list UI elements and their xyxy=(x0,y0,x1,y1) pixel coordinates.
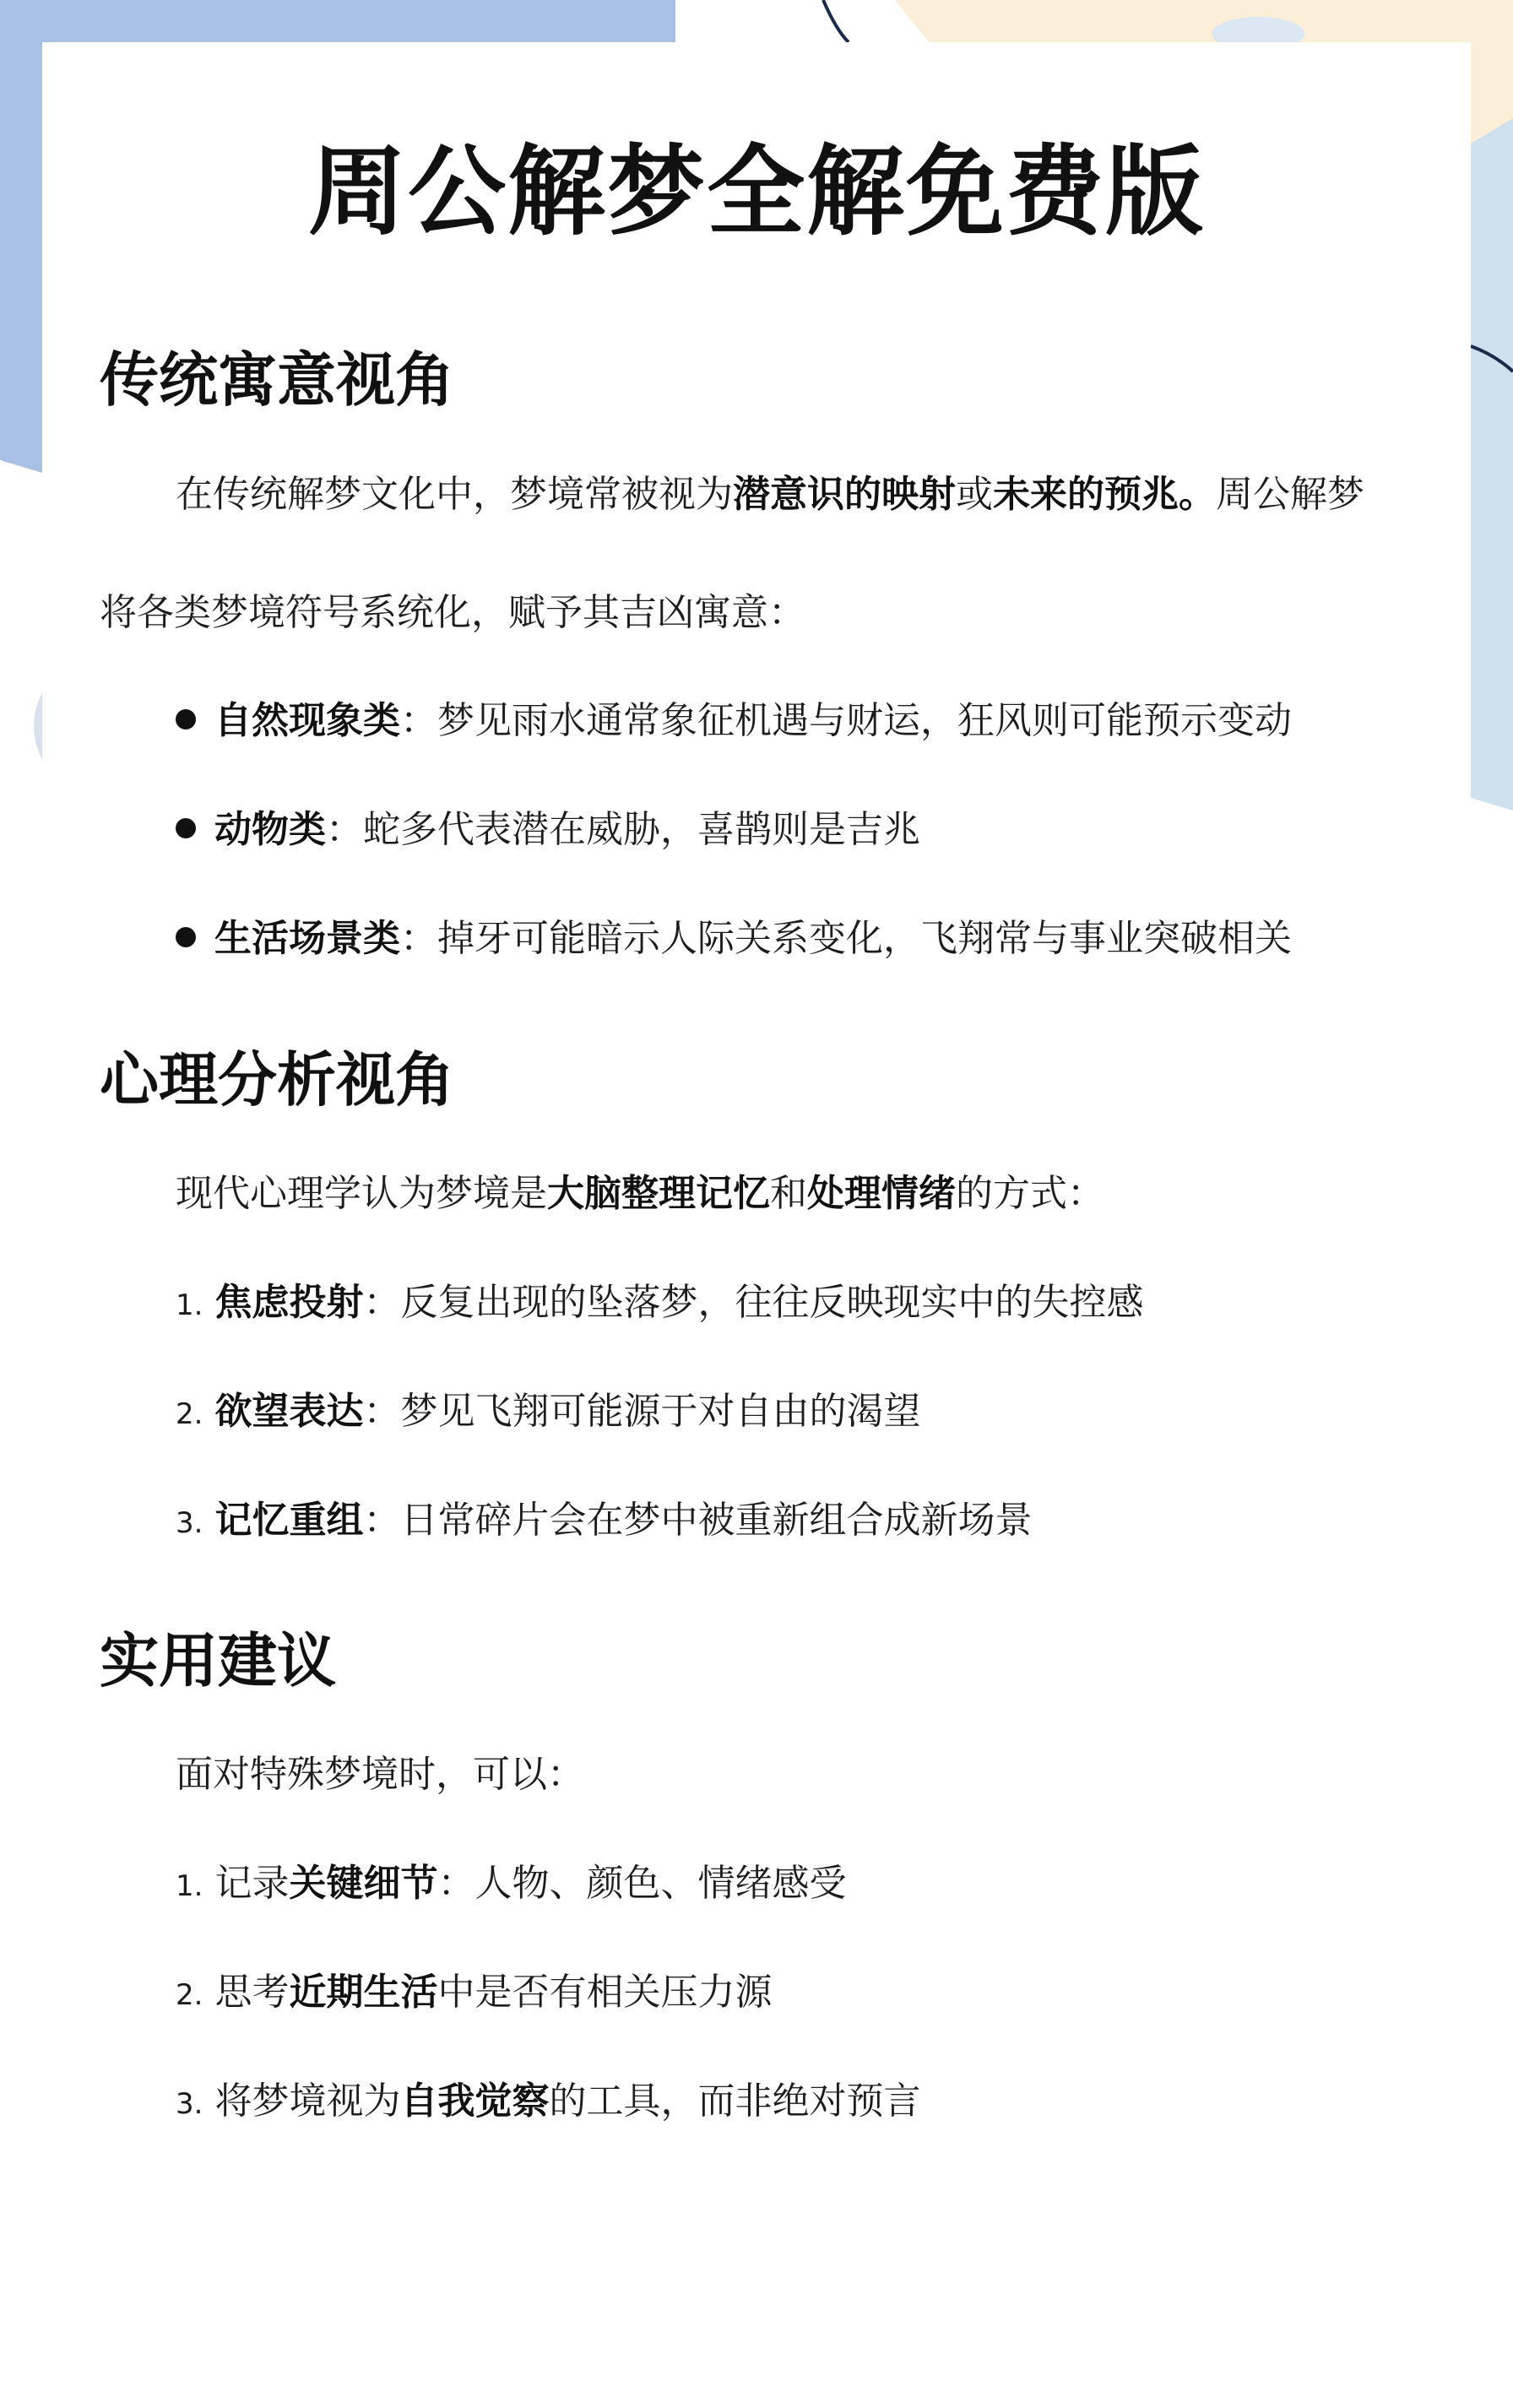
list-item-numbered: 2. 欲望表达：梦见飞翔可能源于对自由的渴望 xyxy=(176,1390,921,1433)
page-title: 周公解梦全解免费版 xyxy=(308,135,1205,249)
bullet-icon xyxy=(176,818,196,838)
section-heading-advice: 实用建议 xyxy=(100,1626,336,1695)
traditional-intro-line2: 将各类梦境符号系统化，赋予其吉凶寓意： xyxy=(100,591,805,634)
bold-term: 处理情绪 xyxy=(807,1172,956,1215)
bold-term: 潜意识的映射 xyxy=(733,473,956,516)
list-item-numbered: 1. 记录关键细节：人物、颜色、情绪感受 xyxy=(176,1862,847,1905)
section-heading-traditional: 传统寓意视角 xyxy=(100,345,454,415)
bold-term: 未来的预兆。 xyxy=(993,473,1216,516)
list-item-numbered: 2. 思考近期生活中是否有相关压力源 xyxy=(176,1971,773,2014)
list-item-bullet: 生活场景类：掉牙可能暗示人际关系变化，飞翔常与事业突破相关 xyxy=(176,912,1292,966)
traditional-intro-line1: 在传统解梦文化中，梦境常被视为潜意识的映射或未来的预兆。周公解梦 xyxy=(176,473,1364,516)
psych-intro: 现代心理学认为梦境是大脑整理记忆和处理情绪的方式： xyxy=(176,1172,1104,1215)
list-item-numbered: 3. 将梦境视为自我觉察的工具，而非绝对预言 xyxy=(176,2080,921,2123)
list-item-numbered: 3. 记忆重组：日常碎片会在梦中被重新组合成新场景 xyxy=(176,1499,1033,1542)
bold-term: 大脑整理记忆 xyxy=(547,1172,770,1215)
section-heading-psych: 心理分析视角 xyxy=(100,1045,454,1115)
list-item-numbered: 1. 焦虑投射：反复出现的坠落梦，往往反映现实中的失控感 xyxy=(176,1281,1144,1324)
bullet-icon xyxy=(176,709,196,729)
bullet-icon xyxy=(176,927,196,947)
list-item-bullet: 自然现象类：梦见雨水通常象征机遇与财运，狂风则可能预示变动 xyxy=(176,694,1292,748)
list-item-bullet: 动物类：蛇多代表潜在威胁，喜鹊则是吉兆 xyxy=(176,803,920,857)
advice-intro: 面对特殊梦境时，可以： xyxy=(176,1753,584,1796)
